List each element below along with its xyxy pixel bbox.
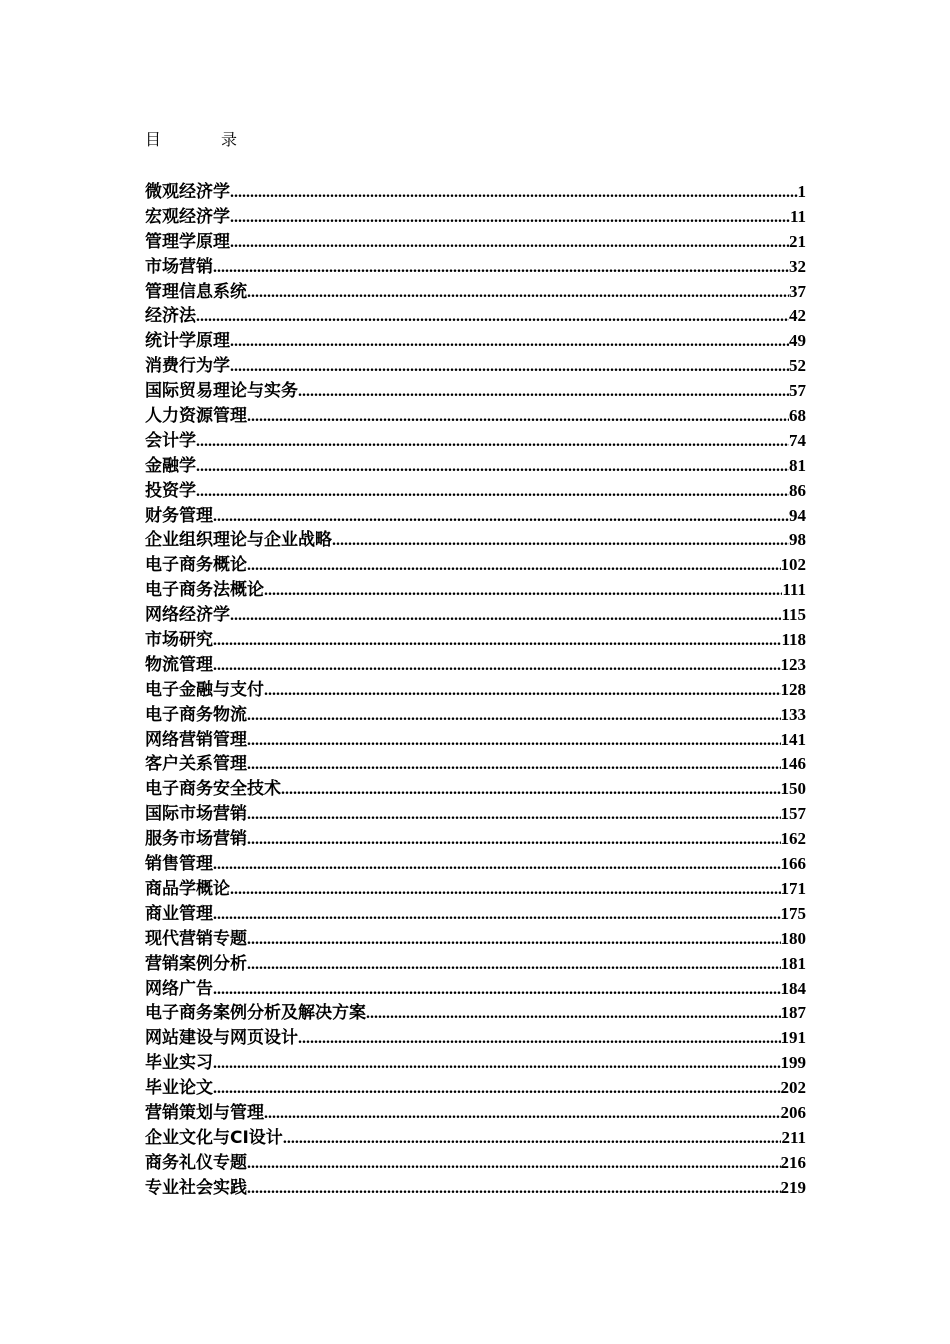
toc-dot-leader	[332, 529, 789, 554]
toc-page-number: 21	[789, 231, 806, 251]
toc-page-number: 32	[789, 256, 806, 276]
toc-page-number: 202	[780, 1078, 806, 1098]
toc-dot-leader	[247, 803, 781, 828]
toc-entry-title: 网络营销管理	[145, 729, 247, 750]
toc-page-number: 206	[780, 1102, 806, 1122]
toc-entry-title: 经济法	[145, 306, 196, 327]
toc-entry-title: 市场研究	[145, 630, 213, 651]
toc-page-number: 102	[780, 555, 806, 575]
toc-entry-title: 商业管理	[145, 903, 213, 924]
toc-entry[interactable]	[145, 802, 806, 827]
toc-entry-title: 营销策划与管理	[145, 1102, 264, 1123]
toc-page-number: 175	[780, 903, 806, 923]
toc-entry-title: 网站建设与网页设计	[145, 1028, 298, 1049]
toc-entry[interactable]	[145, 752, 806, 777]
toc-entry[interactable]	[145, 1051, 806, 1076]
toc-dot-leader	[230, 206, 790, 231]
toc-entry-title: 电子商务概论	[145, 555, 247, 576]
toc-entry[interactable]	[145, 1001, 806, 1026]
toc-dot-leader	[264, 679, 781, 704]
toc-dot-leader	[247, 928, 781, 953]
toc-entry[interactable]	[145, 852, 806, 877]
toc-entry-title: 宏观经济学	[145, 206, 230, 227]
toc-entry-title: 毕业实习	[145, 1053, 213, 1074]
toc-dot-leader	[283, 1127, 782, 1152]
toc-dot-leader	[298, 380, 789, 405]
toc-dot-leader	[247, 405, 789, 430]
toc-page-number: 150	[780, 779, 806, 799]
toc-page-number: 118	[781, 630, 806, 650]
toc-entry[interactable]	[145, 927, 806, 952]
toc-entry-title: 物流管理	[145, 654, 213, 675]
toc-page-number: 11	[789, 206, 806, 226]
toc-entry[interactable]	[145, 429, 806, 454]
toc-dot-leader	[230, 878, 781, 903]
toc-page-number: 180	[780, 928, 806, 948]
toc-page-number: 98	[789, 530, 806, 550]
toc-dot-leader	[247, 281, 789, 306]
toc-list	[145, 180, 806, 1201]
toc-page-number: 94	[789, 505, 806, 525]
toc-page-number: 123	[780, 654, 806, 674]
toc-entry[interactable]	[145, 653, 806, 678]
toc-dot-leader	[247, 729, 781, 754]
toc-dot-leader	[230, 604, 781, 629]
toc-entry-title: 会计学	[145, 430, 196, 451]
toc-page-number: 81	[789, 455, 806, 475]
toc-entry-title: 商品学概论	[145, 878, 230, 899]
toc-page-number: 111	[782, 580, 806, 600]
toc-entry[interactable]	[145, 553, 806, 578]
toc-entry-title: 毕业论文	[145, 1078, 213, 1099]
toc-dot-leader	[196, 430, 789, 455]
toc-page-number: 86	[789, 480, 806, 500]
toc-entry[interactable]	[145, 1101, 806, 1126]
toc-entry[interactable]	[145, 1176, 806, 1201]
toc-entry[interactable]	[145, 603, 806, 628]
toc-entry-title: 金融学	[145, 455, 196, 476]
toc-page-number: 184	[780, 978, 806, 998]
toc-entry-title: 销售管理	[145, 854, 213, 875]
toc-entry[interactable]	[145, 827, 806, 852]
toc-entry-title: 企业文化与CI设计	[145, 1127, 283, 1148]
toc-entry-title: 统计学原理	[145, 331, 230, 352]
toc-entry[interactable]	[145, 578, 806, 603]
toc-page-number: 37	[789, 281, 806, 301]
toc-page-number: 68	[789, 406, 806, 426]
toc-entry[interactable]	[145, 728, 806, 753]
toc-page-number: 146	[780, 754, 806, 774]
toc-dot-leader	[281, 778, 781, 803]
toc-page-number: 1	[797, 182, 806, 201]
toc-entry-title: 管理信息系统	[145, 281, 247, 302]
toc-entry[interactable]	[145, 329, 806, 354]
toc-page-number: 219	[780, 1177, 806, 1197]
toc-page-number: 187	[780, 1003, 806, 1023]
toc-page-number: 171	[780, 878, 806, 898]
toc-page-number: 199	[780, 1053, 806, 1073]
toc-entry[interactable]	[145, 304, 806, 329]
toc-entry-title: 服务市场营销	[145, 829, 247, 850]
toc-entry[interactable]	[145, 230, 806, 255]
toc-page-number: 211	[781, 1127, 806, 1147]
toc-entry[interactable]	[145, 205, 806, 230]
toc-entry-title: 营销案例分析	[145, 953, 247, 974]
toc-page-number: 166	[780, 854, 806, 874]
toc-dot-leader	[213, 903, 781, 928]
toc-dot-leader	[264, 1102, 781, 1127]
toc-entry[interactable]	[145, 1076, 806, 1101]
toc-dot-leader	[213, 853, 781, 878]
toc-page-number: 115	[781, 605, 806, 625]
toc-dot-leader	[213, 256, 789, 281]
toc-dot-leader	[213, 1052, 781, 1077]
toc-entry-title: 商务礼仪专题	[145, 1152, 247, 1173]
toc-entry[interactable]	[145, 354, 806, 379]
toc-entry[interactable]	[145, 977, 806, 1002]
toc-entry[interactable]	[145, 877, 806, 902]
toc-entry[interactable]	[145, 528, 806, 553]
toc-entry-title: 专业社会实践	[145, 1177, 247, 1198]
toc-dot-leader	[247, 828, 781, 853]
toc-dot-leader	[196, 305, 789, 330]
toc-entry[interactable]	[145, 1026, 806, 1051]
toc-entry[interactable]	[145, 777, 806, 802]
toc-entry[interactable]	[145, 952, 806, 977]
toc-page-number: 74	[789, 430, 806, 450]
toc-entry-title: 客户关系管理	[145, 754, 247, 775]
toc-entry-title: 现代营销专题	[145, 928, 247, 949]
toc-dot-leader	[213, 629, 781, 654]
toc-page-number: 57	[789, 381, 806, 401]
toc-page-number: 128	[780, 679, 806, 699]
toc-entry[interactable]	[145, 703, 806, 728]
toc-dot-leader	[213, 1077, 781, 1102]
toc-entry[interactable]	[145, 255, 806, 280]
toc-page-number: 162	[780, 829, 806, 849]
toc-page-number: 157	[780, 804, 806, 824]
toc-dot-leader	[230, 231, 789, 256]
toc-dot-leader	[247, 554, 781, 579]
toc-dot-leader	[213, 505, 789, 530]
toc-page-number: 52	[789, 356, 806, 376]
toc-dot-leader	[230, 355, 789, 380]
toc-entry[interactable]	[145, 280, 806, 305]
toc-dot-leader	[247, 953, 781, 978]
toc-entry-title: 微观经济学	[145, 182, 230, 202]
toc-entry[interactable]	[145, 180, 806, 205]
toc-entry-title: 国际市场营销	[145, 804, 247, 825]
toc-dot-leader	[230, 330, 789, 355]
toc-dot-leader	[247, 704, 781, 729]
toc-entry-title: 投资学	[145, 480, 196, 501]
toc-entry-title: 市场营销	[145, 256, 213, 277]
toc-page-number: 42	[789, 306, 806, 326]
toc-heading: 目 录	[145, 130, 260, 149]
toc-page-number: 133	[780, 704, 806, 724]
toc-dot-leader	[247, 1177, 781, 1202]
toc-entry-title: 企业组织理论与企业战略	[145, 530, 332, 551]
toc-dot-leader	[213, 978, 781, 1003]
toc-entry[interactable]	[145, 404, 806, 429]
toc-entry[interactable]	[145, 504, 806, 529]
toc-page-number: 181	[780, 953, 806, 973]
toc-entry-title: 电子商务案例分析及解决方案	[145, 1003, 366, 1024]
toc-entry[interactable]	[145, 479, 806, 504]
toc-dot-leader	[247, 753, 781, 778]
toc-entry-title: 网络广告	[145, 978, 213, 999]
toc-page-number: 49	[789, 331, 806, 351]
toc-page-number: 216	[780, 1152, 806, 1172]
toc-entry-title: 国际贸易理论与实务	[145, 381, 298, 402]
toc-entry-title: 电子商务法概论	[145, 580, 264, 601]
toc-entry[interactable]	[145, 379, 806, 404]
toc-dot-leader	[247, 1152, 781, 1177]
toc-entry[interactable]	[145, 1126, 806, 1151]
toc-entry-title: 网络经济学	[145, 605, 230, 626]
toc-page-number: 141	[780, 729, 806, 749]
toc-page-number: 191	[780, 1028, 806, 1048]
toc-entry-title: 财务管理	[145, 505, 213, 526]
toc-dot-leader	[196, 480, 789, 505]
toc-entry[interactable]	[145, 678, 806, 703]
toc-entry-title: 消费行为学	[145, 356, 230, 377]
toc-entry-title: 电子商务安全技术	[145, 779, 281, 800]
toc-dot-leader	[196, 455, 789, 480]
toc-entry-title: 管理学原理	[145, 231, 230, 252]
toc-entry[interactable]	[145, 1151, 806, 1176]
toc-entry-title: 电子商务物流	[145, 704, 247, 725]
toc-dot-leader	[213, 654, 781, 679]
toc-entry-title: 电子金融与支付	[145, 679, 264, 700]
toc-entry-title: 人力资源管理	[145, 406, 247, 427]
toc-dot-leader	[298, 1027, 781, 1052]
toc-entry[interactable]	[145, 628, 806, 653]
toc-dot-leader	[264, 579, 782, 604]
toc-dot-leader	[230, 181, 798, 206]
toc-dot-leader	[366, 1002, 781, 1027]
toc-entry[interactable]	[145, 902, 806, 927]
toc-entry[interactable]	[145, 454, 806, 479]
